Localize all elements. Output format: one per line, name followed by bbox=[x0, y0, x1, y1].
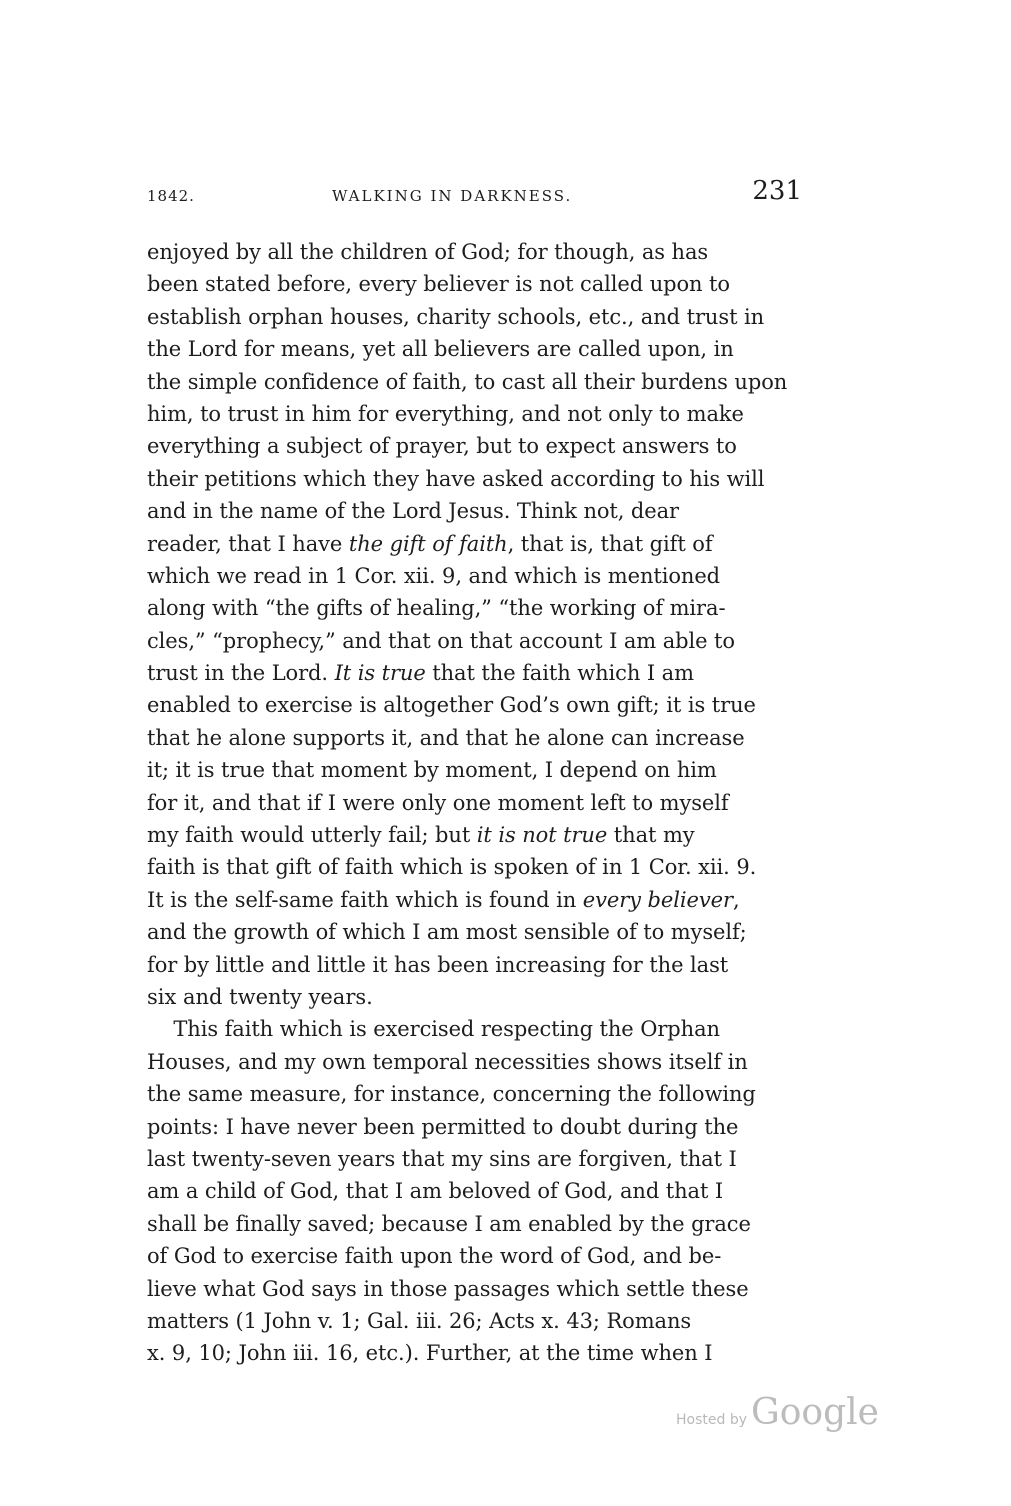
text-segment: reader, that I have bbox=[147, 531, 349, 556]
hosted-by-google-watermark bbox=[676, 1392, 879, 1433]
text-line bbox=[147, 560, 812, 592]
text-line bbox=[147, 1273, 812, 1305]
hosted-by-label: Hosted by bbox=[676, 1412, 747, 1428]
text-segment: and the growth of which I am most sensible of to myself; bbox=[147, 920, 747, 945]
text-line bbox=[147, 625, 812, 657]
text-line bbox=[147, 689, 812, 721]
text-line bbox=[147, 528, 812, 560]
running-title: WALKING IN DARKNESS. bbox=[332, 187, 573, 205]
text-segment: that the faith which I am bbox=[425, 661, 694, 686]
text-line bbox=[147, 1111, 812, 1143]
page-number: 231 bbox=[752, 176, 802, 206]
text-line bbox=[147, 1208, 812, 1240]
text-segment: shall be finally saved; because I am enabled by the grace bbox=[147, 1211, 751, 1236]
text-segment: It is the self-same faith which is found in bbox=[147, 887, 583, 912]
text-line bbox=[147, 1175, 812, 1207]
text-segment: everything a subject of prayer, but to expect answers to bbox=[147, 434, 737, 459]
italic-text: the gift of faith bbox=[348, 531, 508, 556]
text-line bbox=[147, 981, 812, 1013]
header-year: 1842. bbox=[147, 187, 195, 205]
text-segment: , that is, that gift of bbox=[507, 531, 713, 556]
text-segment: him, to trust in him for everything, and not only to make bbox=[147, 401, 744, 426]
text-line bbox=[147, 333, 812, 365]
text-segment: lieve what God says in those passages which settle these bbox=[147, 1276, 749, 1301]
text-line bbox=[147, 495, 812, 527]
text-line bbox=[147, 1305, 812, 1337]
text-segment: six and twenty years. bbox=[147, 984, 373, 1009]
text-line bbox=[147, 851, 812, 883]
text-line bbox=[147, 722, 812, 754]
text-segment: , bbox=[732, 887, 740, 912]
italic-text: it is not true bbox=[476, 823, 608, 848]
text-line bbox=[147, 916, 812, 948]
text-line bbox=[147, 592, 812, 624]
text-segment: along with “the gifts of healing,” “the working of mira- bbox=[147, 596, 726, 621]
text-segment: and in the name of the Lord Jesus. Think not, dear bbox=[147, 499, 679, 524]
text-line bbox=[147, 236, 812, 268]
text-line bbox=[147, 366, 812, 398]
text-line bbox=[147, 1143, 812, 1175]
text-segment: x. 9, 10; John iii. 16, etc.). Further, at the time when I bbox=[147, 1341, 713, 1366]
text-segment: faith is that gift of faith which is spoken of in 1 Cor. xii. 9. bbox=[147, 855, 757, 880]
text-segment: enabled to exercise is altogether God’s own gift; it is true bbox=[147, 693, 756, 718]
text-line bbox=[147, 463, 812, 495]
italic-text: every believer bbox=[582, 887, 733, 912]
italic-text: It is true bbox=[334, 661, 426, 686]
text-segment: last twenty-seven years that my sins are forgiven, that I bbox=[147, 1146, 737, 1171]
text-segment: points: I have never been permitted to doubt during the bbox=[147, 1114, 739, 1139]
text-line bbox=[147, 819, 812, 851]
text-segment: their petitions which they have asked according to his will bbox=[147, 466, 765, 491]
text-segment: of God to exercise faith upon the word of God, and be- bbox=[147, 1244, 722, 1269]
text-segment: for it, and that if I were only one moment left to myself bbox=[147, 790, 729, 815]
text-line bbox=[147, 430, 812, 462]
text-segment: that he alone supports it, and that he alone can increase bbox=[147, 725, 745, 750]
text-line bbox=[147, 657, 812, 689]
text-segment: am a child of God, that I am beloved of God, and that I bbox=[147, 1179, 724, 1204]
text-segment: the simple confidence of faith, to cast all their burdens upon bbox=[147, 369, 788, 394]
body-text bbox=[147, 236, 812, 1370]
text-segment: cles,” “prophecy,” and that on that account I am able to bbox=[147, 628, 735, 653]
text-segment: for by little and little it has been increasing for the last bbox=[147, 952, 729, 977]
text-segment: matters (1 John v. 1; Gal. iii. 26; Acts x. 43; Romans bbox=[147, 1308, 692, 1333]
text-line bbox=[147, 268, 812, 300]
text-line bbox=[147, 301, 812, 333]
text-segment: Houses, and my own temporal necessities shows itself in bbox=[147, 1049, 748, 1074]
text-segment: been stated before, every believer is not called upon to bbox=[147, 272, 730, 297]
text-segment: it; it is true that moment by moment, I depend on him bbox=[147, 758, 717, 783]
text-line bbox=[147, 787, 812, 819]
text-segment: establish orphan houses, charity schools, etc., and trust in bbox=[147, 304, 765, 329]
text-segment: the same measure, for instance, concerning the following bbox=[147, 1082, 756, 1107]
text-segment: enjoyed by all the children of God; for though, as has bbox=[147, 240, 709, 264]
google-logo: Google bbox=[751, 1392, 879, 1433]
text-line bbox=[147, 1337, 812, 1369]
text-segment: trust in the Lord. bbox=[147, 661, 335, 686]
text-line bbox=[147, 1013, 812, 1045]
text-line bbox=[147, 1240, 812, 1272]
text-segment: This faith which is exercised respecting the Orphan bbox=[147, 1017, 720, 1042]
text-line bbox=[147, 1078, 812, 1110]
text-segment: that my bbox=[607, 823, 695, 848]
text-line bbox=[147, 754, 812, 786]
text-line bbox=[147, 1046, 812, 1078]
text-line bbox=[147, 949, 812, 981]
text-segment: the Lord for means, yet all believers are called upon, in bbox=[147, 337, 734, 362]
text-line bbox=[147, 884, 812, 916]
text-segment: my faith would utterly fail; but bbox=[147, 823, 477, 848]
text-line bbox=[147, 398, 812, 430]
text-segment: which we read in 1 Cor. xii. 9, and which is mentioned bbox=[147, 563, 721, 588]
running-header bbox=[147, 176, 802, 212]
